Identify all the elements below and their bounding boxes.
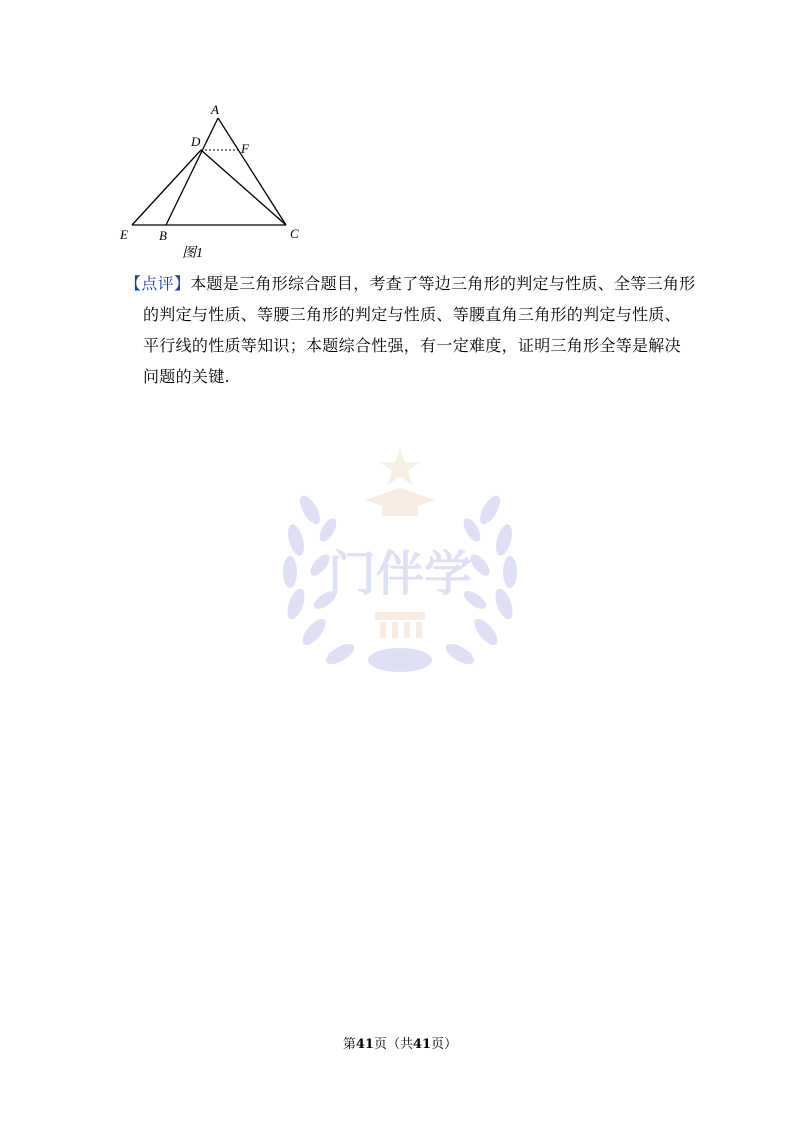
segment-ac <box>218 118 286 225</box>
comment-line-1 <box>125 268 705 299</box>
point-label-c: C <box>290 226 299 241</box>
comment-line-4: 问题的关键. <box>143 367 230 386</box>
geometry-figure <box>110 95 320 265</box>
point-label-e: E <box>120 227 128 242</box>
comment-tag: 【点评】 <box>125 274 191 293</box>
footer-prefix: 第 <box>342 1037 356 1052</box>
footer-total-pages: 41 <box>413 1037 432 1052</box>
watermark-logo <box>270 440 530 690</box>
comment-line-3: 平行线的性质等知识；本题综合性强，有一定难度，证明三角形全等是解决 <box>143 336 681 355</box>
star-icon <box>380 448 420 485</box>
footer-page-number: 41 <box>355 1037 374 1052</box>
segment-de <box>132 150 201 225</box>
footer-suffix: 页） <box>431 1037 458 1052</box>
watermark-text: 门伴学 <box>327 546 473 602</box>
point-label-a: A <box>211 102 219 117</box>
point-label-b: B <box>159 228 167 243</box>
point-label-d: D <box>191 134 201 149</box>
comment-text-1: 本题是三角形综合题目，考查了等边三角形的判定与性质、全等三角形 <box>190 274 696 293</box>
segment-dc <box>201 150 286 225</box>
point-label-f: F <box>241 141 249 156</box>
comment-paragraph <box>125 268 705 392</box>
comment-line-2: 的判定与性质、等腰三角形的判定与性质、等腰直角三角形的判定与性质、 <box>143 305 681 324</box>
figure-caption: 图1 <box>182 246 203 261</box>
footer-middle: 页（共 <box>373 1037 413 1052</box>
page-footer <box>0 1033 800 1052</box>
laurel-logo-icon <box>270 440 530 690</box>
triangle-diagram <box>110 95 320 265</box>
